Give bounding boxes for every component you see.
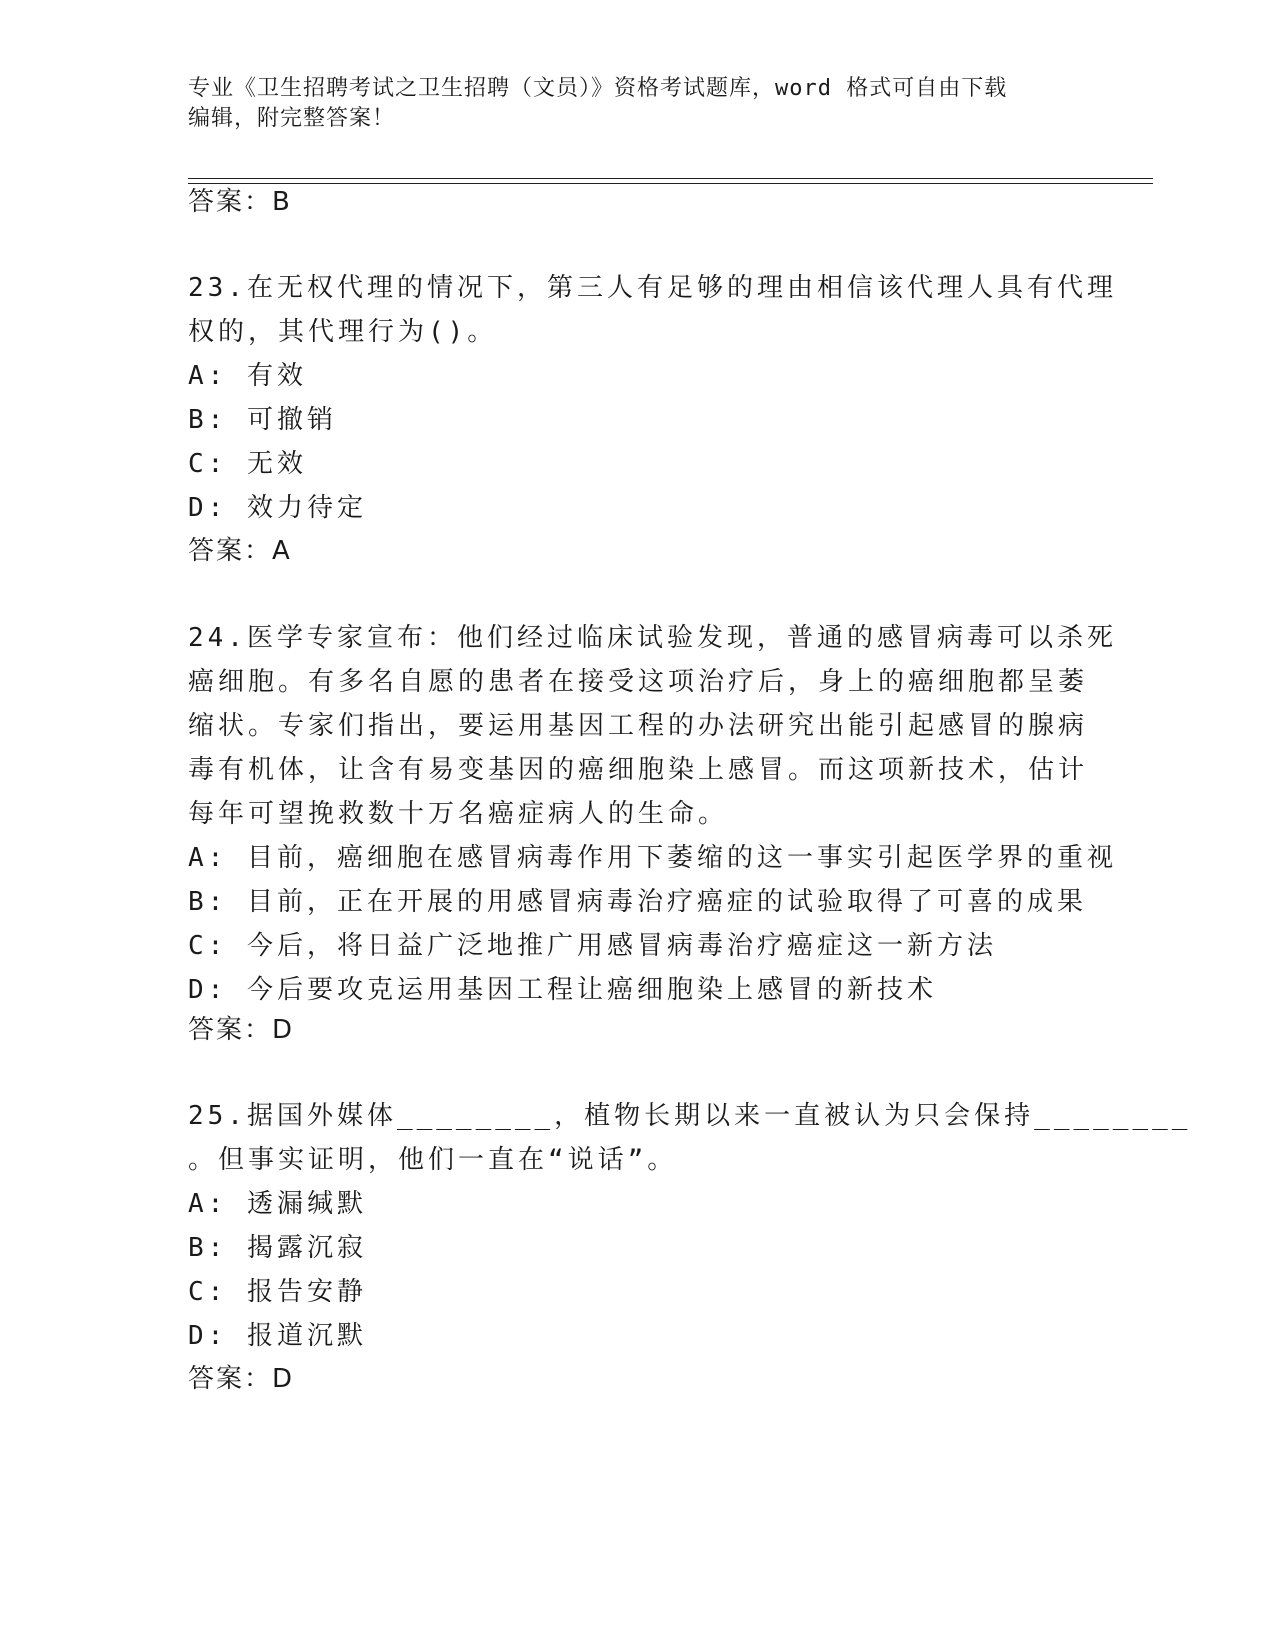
question-option: C: 无效 [188, 449, 307, 479]
question-option: D: 今后要攻克运用基因工程让癌细胞染上感冒的新技术 [188, 975, 937, 1005]
previous-answer: 答案：B [188, 187, 292, 217]
question-stem-line: 25.据国外媒体________，植物长期以来一直被认为只会保持________ [188, 1101, 1192, 1131]
question-stem-line: 毒有机体，让含有易变基因的癌细胞染上感冒。而这项新技术，估计 [188, 755, 1089, 785]
question-stem-line: 23.在无权代理的情况下，第三人有足够的理由相信该代理人具有代理 [188, 273, 1117, 303]
question-stem-line: 权的，其代理行为()。 [188, 317, 498, 347]
question-option: B: 目前，正在开展的用感冒病毒治疗癌症的试验取得了可喜的成果 [188, 887, 1087, 917]
question-option: B: 可撤销 [188, 405, 337, 435]
question-stem-line: 24.医学专家宣布：他们经过临床试验发现，普通的感冒病毒可以杀死 [188, 623, 1117, 653]
question-stem-line: 癌细胞。有多名自愿的患者在接受这项治疗后，身上的癌细胞都呈萎 [188, 667, 1089, 697]
question-answer: 答案：D [188, 1015, 295, 1045]
document-header: 专业《卫生招聘考试之卫生招聘（文员）》资格考试题库，word 格式可自由下载 编辑，附完整答案！ [188, 76, 1008, 131]
question-option: C: 今后，将日益广泛地推广用感冒病毒治疗癌症这一新方法 [188, 931, 997, 961]
header-rule-bottom [188, 183, 1153, 184]
question-answer: 答案：D [188, 1364, 295, 1394]
header-rule-top [188, 178, 1153, 179]
question-option: C: 报告安静 [188, 1277, 367, 1307]
question-option: A: 目前，癌细胞在感冒病毒作用下萎缩的这一事实引起医学界的重视 [188, 843, 1117, 873]
question-option: D: 效力待定 [188, 493, 367, 523]
question-answer: 答案：A [188, 536, 292, 566]
question-option: A: 透漏缄默 [188, 1189, 367, 1219]
question-option: B: 揭露沉寂 [188, 1233, 367, 1263]
question-stem-line: 每年可望挽救数十万名癌症病人的生命。 [188, 799, 729, 829]
question-stem-line: 。但事实证明，他们一直在“说话”。 [188, 1145, 678, 1175]
question-option: A: 有效 [188, 361, 307, 391]
question-stem-line: 缩状。专家们指出，要运用基因工程的办法研究出能引起感冒的腺病 [188, 711, 1089, 741]
question-option: D: 报道沉默 [188, 1321, 367, 1351]
